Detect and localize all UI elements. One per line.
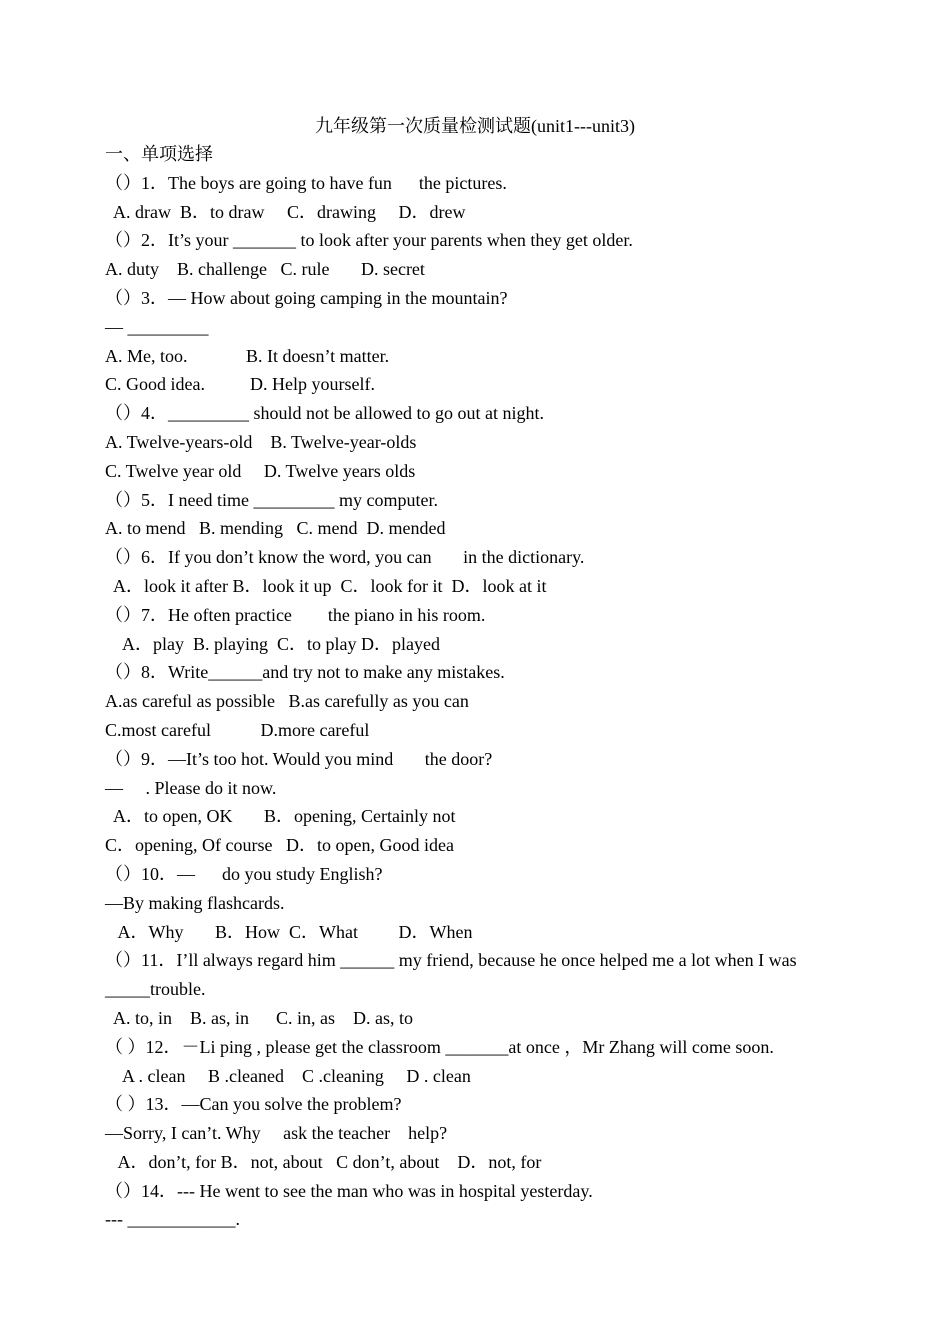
question-6: （）6．If you don’t know the word, you can in the dictionary. [105, 547, 585, 568]
question-3-options-b: C. Good idea. D. Help yourself. [105, 374, 375, 395]
question-7: （）7．He often practice the piano in his room. [105, 604, 486, 625]
question-2-options: A. duty B. challenge C. rule D. secret [105, 259, 425, 280]
question-11: （）11．I’ll always regard him ______ my friend, because he once helped me a lot when I was [105, 950, 797, 971]
question-3: （）3．— How about going camping in the mountain? [105, 287, 508, 308]
question-8-options-b: C.most careful D.more careful [105, 719, 370, 740]
question-1-options: A. draw B．to draw C．drawing D．drew [105, 201, 466, 222]
exam-title: 九年级第一次质量检测试题(unit1---unit3) [315, 116, 635, 136]
question-6-options: A．look it after B．look it up C．look for it D．look at it [105, 575, 547, 596]
question-10-options: A．Why B．How C．What D．When [105, 921, 473, 942]
question-3-options-a: A. Me, too. B. It doesn’t matter. [105, 345, 390, 366]
question-9-reply: — . Please do it now. [105, 777, 277, 798]
question-13-reply: —Sorry, I can’t. Why ask the teacher help? [105, 1123, 448, 1144]
question-4-options-b: C. Twelve year old D. Twelve years olds [105, 460, 416, 481]
question-7-options: A．play B. playing C．to play D．played [105, 633, 440, 654]
question-12-options: A . clean B .cleaned C .cleaning D . clean [105, 1065, 471, 1086]
question-13-options: A．don’t, for B．not, about C don’t, about D．not, for [105, 1151, 542, 1172]
section-heading: 一、单项选择 [105, 144, 213, 164]
question-14: （）14．--- He went to see the man who was in hospital yesterday. [105, 1180, 593, 1201]
question-13: （ ）13．—Can you solve the problem? [105, 1094, 402, 1115]
question-11-options: A. to, in B. as, in C. in, as D. as, to [105, 1007, 414, 1028]
question-4-options-a: A. Twelve-years-old B. Twelve-year-olds [105, 431, 417, 452]
question-4: （）4．_________ should not be allowed to go out at night. [105, 403, 544, 424]
question-10-reply: —By making flashcards. [105, 892, 285, 913]
question-12: （ ）12．－Li ping , please get the classroom _______at once ，Mr Zhang will come soon. [105, 1036, 774, 1057]
question-8-options-a: A.as careful as possible B.as carefully as you can [105, 691, 469, 712]
question-5-options: A. to mend B. mending C. mend D. mended [105, 518, 446, 539]
question-9-options-a: A．to open, OK B．opening, Certainly not [105, 806, 456, 827]
question-11-continued: _____trouble. [105, 979, 206, 1000]
question-2: （）2．It’s your _______ to look after your parents when they get older. [105, 230, 633, 251]
question-8: （）8．Write______and try not to make any mistakes. [105, 662, 505, 683]
question-list [105, 140, 895, 1234]
question-14-reply: --- ____________. [105, 1209, 240, 1230]
question-9: （）9．—It’s too hot. Would you mind the door? [105, 748, 493, 769]
question-9-options-b: C．opening, Of course D．to open, Good idea [105, 835, 454, 856]
question-1: （）1．The boys are going to have fun the pictures. [105, 172, 507, 193]
question-3-reply: — _________ [105, 316, 209, 337]
question-5: （）5．I need time _________ my computer. [105, 489, 438, 510]
question-10: （）10．— do you study English? [105, 863, 383, 884]
